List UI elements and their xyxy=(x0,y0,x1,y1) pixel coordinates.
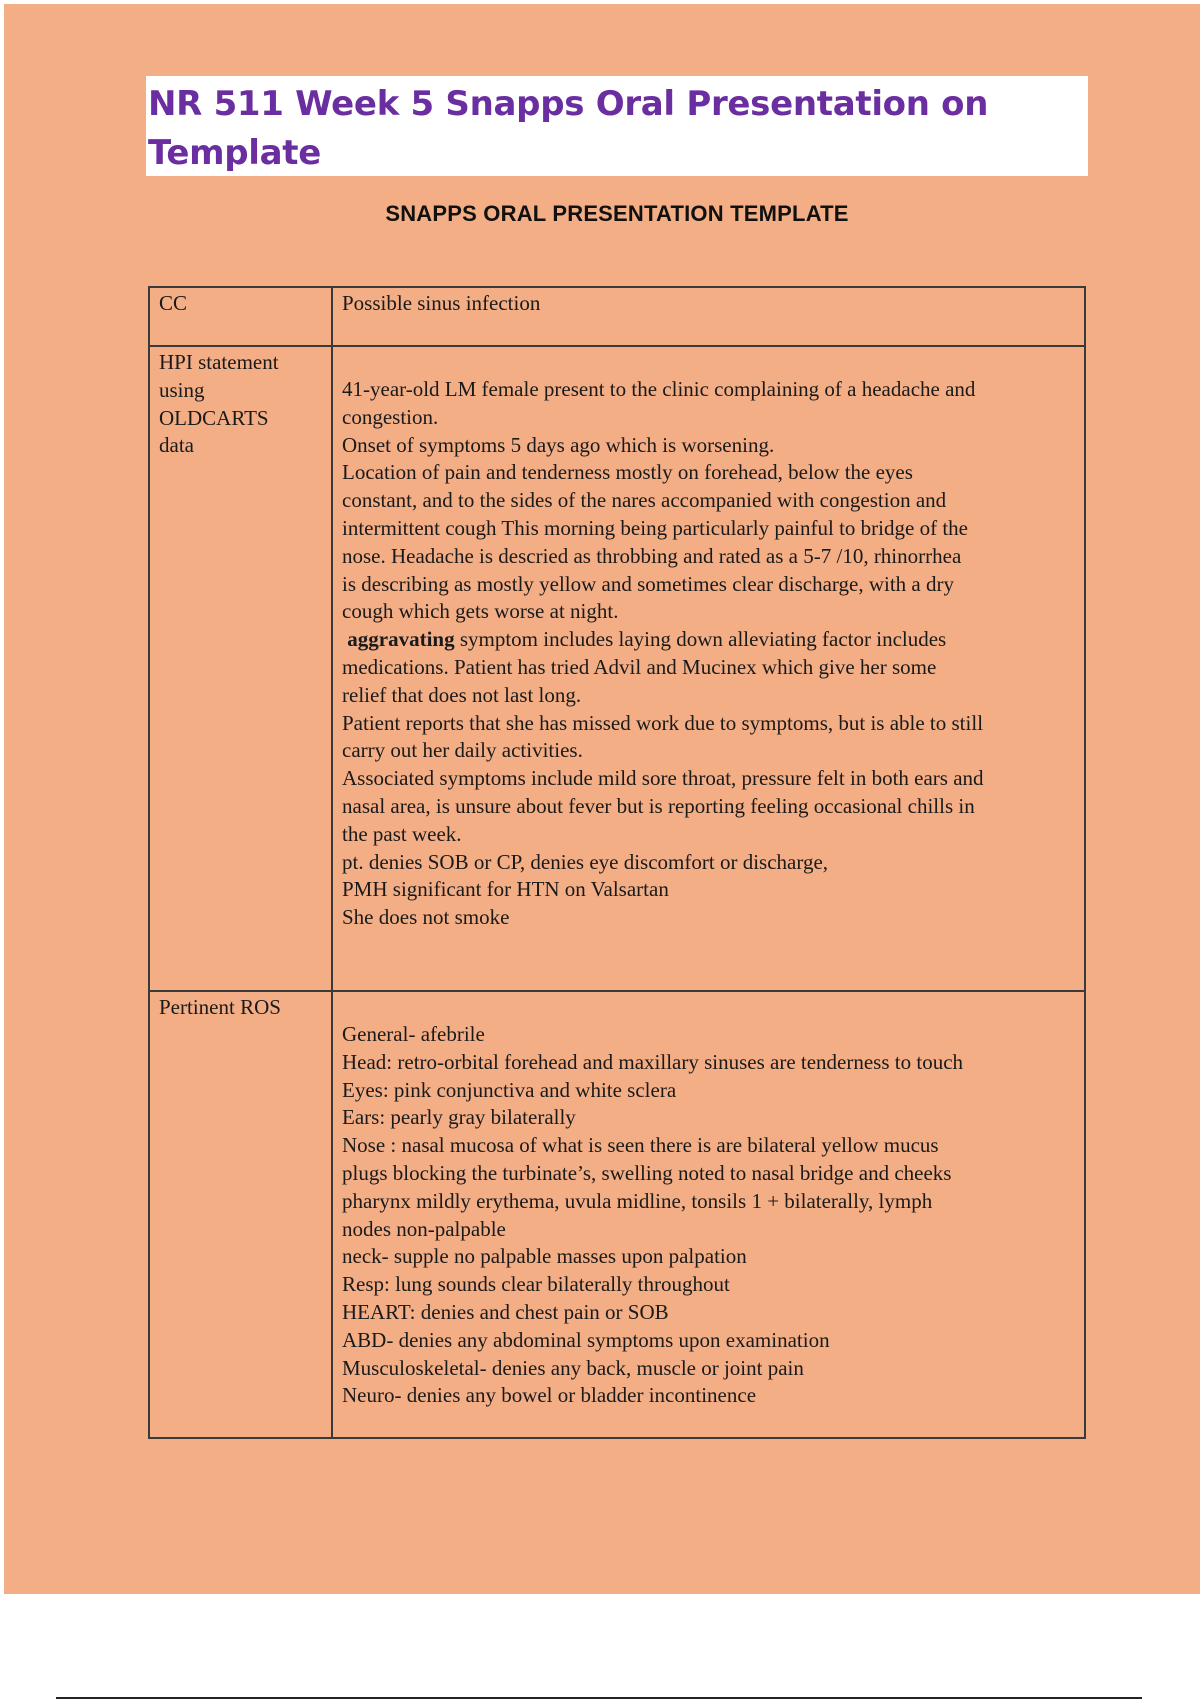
table-row-ros xyxy=(149,991,1085,1438)
ros-line: Musculoskeletal- denies any back, muscle or joint pain xyxy=(342,1355,804,1380)
ros-line: Resp: lung sounds clear bilaterally throughout xyxy=(342,1272,730,1297)
title-banner xyxy=(146,76,1088,176)
table-row-hpi xyxy=(149,346,1085,991)
hpi-line: Patient reports that she has missed work due to symptoms, but is able to still xyxy=(342,710,984,735)
hpi-line: pt. denies SOB or CP, denies eye discomfort or discharge, xyxy=(342,849,829,874)
hpi-line: cough which gets worse at night. xyxy=(342,599,619,624)
template-heading: SNAPPS ORAL PRESENTATION TEMPLATE xyxy=(385,201,849,226)
hpi-line: intermittent cough This morning being particularly painful to bridge of the xyxy=(342,515,968,540)
ros-line: pharynx mildly erythema, uvula midline, tonsils 1 + bilaterally, lymph xyxy=(342,1188,933,1213)
hpi-line: medications. Patient has tried Advil and Mucinex which give her some xyxy=(342,654,937,679)
cc-value: Possible sinus infection xyxy=(332,287,1085,346)
ros-line: Neuro- denies any bowel or bladder incontinence xyxy=(342,1383,757,1408)
ros-line: neck- supple no palpable masses upon palpation xyxy=(342,1244,747,1269)
hpi-line: nasal area, is unsure about fever but is reporting feeling occasional chills in xyxy=(342,793,975,818)
hpi-label-line: HPI statement xyxy=(159,350,279,374)
title-line-2: Template xyxy=(148,133,322,173)
hpi-line: is describing as mostly yellow and sometimes clear discharge, with a dry xyxy=(342,571,954,596)
table-row-cc xyxy=(149,287,1085,346)
footer-divider xyxy=(56,1697,1142,1699)
cc-label: CC xyxy=(149,287,332,346)
hpi-label xyxy=(149,346,332,991)
hpi-label-line: OLDCARTS xyxy=(159,405,269,430)
snapps-table xyxy=(148,286,1086,1439)
aggravating-bold: aggravating xyxy=(347,627,455,652)
hpi-line: the past week. xyxy=(342,821,462,846)
ros-line: HEART: denies and chest pain or SOB xyxy=(342,1299,669,1324)
ros-line: Nose : nasal mucosa of what is seen there is are bilateral yellow mucus xyxy=(342,1133,939,1158)
ros-line: Eyes: pink conjunctiva and white sclera xyxy=(342,1077,677,1102)
ros-line: Head: retro-orbital forehead and maxillary sinuses are tenderness to touch xyxy=(342,1049,964,1074)
hpi-line: relief that does not last long. xyxy=(342,682,582,707)
ros-line: nodes non-palpable xyxy=(342,1216,506,1241)
title-line-1: NR 511 Week 5 Snapps Oral Presentation on xyxy=(148,84,989,124)
ros-line: plugs blocking the turbinate’s, swelling noted to nasal bridge and cheeks xyxy=(342,1160,952,1185)
document-title xyxy=(148,80,1084,178)
hpi-line: carry out her daily activities. xyxy=(342,738,583,763)
hpi-line: 41-year-old LM female present to the clinic complaining of a headache and xyxy=(342,377,976,401)
hpi-content xyxy=(332,346,1085,991)
aggravating-rest: symptom includes laying down alleviating factor includes xyxy=(454,627,947,652)
hpi-label-line: using xyxy=(159,377,205,402)
ros-line: Ears: pearly gray bilaterally xyxy=(342,1105,576,1130)
hpi-line: constant, and to the sides of the nares accompanied with congestion and xyxy=(342,488,947,513)
hpi-line: Associated symptoms include mild sore throat, pressure felt in both ears and xyxy=(342,766,984,791)
hpi-line: PMH significant for HTN on Valsartan xyxy=(342,877,669,902)
hpi-line-aggravating xyxy=(342,626,1075,654)
ros-line: General- afebrile xyxy=(342,1022,485,1046)
hpi-line: congestion. xyxy=(342,404,439,429)
ros-line: ABD- denies any abdominal symptoms upon examination xyxy=(342,1327,830,1352)
hpi-line: Location of pain and tenderness mostly on forehead, below the eyes xyxy=(342,460,913,485)
ros-content xyxy=(332,991,1085,1438)
ros-label: Pertinent ROS xyxy=(149,991,332,1438)
hpi-line: nose. Headache is descried as throbbing and rated as a 5-7 /10, rhinorrhea xyxy=(342,543,962,568)
hpi-line: She does not smoke xyxy=(342,905,510,930)
hpi-line: Onset of symptoms 5 days ago which is worsening. xyxy=(342,432,775,457)
hpi-label-line: data xyxy=(159,433,194,458)
